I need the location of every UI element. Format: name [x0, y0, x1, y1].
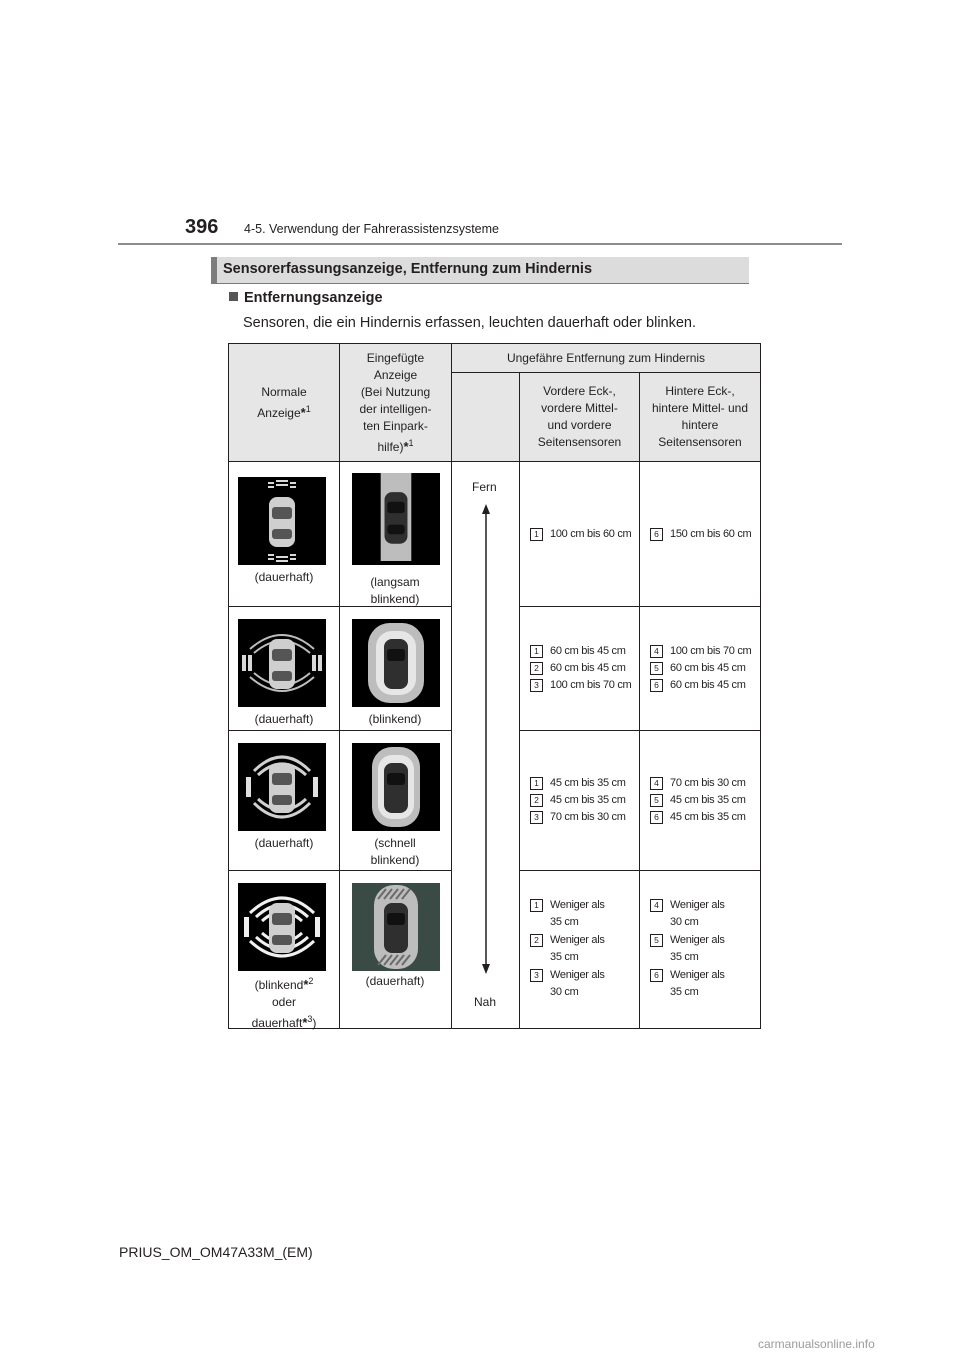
inserted-display-cell [340, 871, 452, 1029]
inserted-display-cell [340, 731, 452, 871]
sensor-number-badge: 2 [530, 794, 543, 807]
inserted-caption: (langsam blinkend) [370, 575, 420, 606]
sensor-number-badge: 4 [650, 899, 663, 912]
watermark: carmanualsonline.info [758, 1337, 875, 1351]
sub-heading [229, 290, 383, 306]
sensor-number-badge: 1 [530, 777, 543, 790]
sensor-number-badge: 3 [530, 679, 543, 692]
sensor-number-badge: 6 [650, 811, 663, 824]
sensor-number-badge: 3 [530, 969, 543, 982]
table-row [229, 462, 761, 607]
sensor-display-image [238, 743, 326, 831]
sensor-number-badge: 4 [650, 777, 663, 790]
distance-arrow-cell [452, 462, 520, 1029]
sensor-number-badge: 6 [650, 528, 663, 541]
header-rear-sensors: Hintere Eck-, hintere Mittel- und hintere Seitensensoren [640, 373, 761, 462]
rear-distance-cell: 4 70 cm bis 30 cm 5 45 cm bis 35 cm 6 45 cm bis 35 cm [640, 731, 761, 871]
inserted-display-image [352, 619, 440, 707]
page-number: 396 [185, 216, 219, 238]
header-rule [118, 243, 842, 245]
inserted-caption: (dauerhaft) [365, 974, 425, 988]
sensor-number-badge: 5 [650, 794, 663, 807]
section-heading-bar [211, 257, 749, 284]
sensor-number-badge: 6 [650, 969, 663, 982]
front-distance-cell: 1 45 cm bis 35 cm 2 45 cm bis 35 cm 3 70 cm bis 30 cm [520, 731, 640, 871]
chapter-title: 4-5. Verwendung der Fahrerassistenzsysteme [244, 222, 499, 236]
normal-display-cell [229, 462, 340, 607]
sensor-number-badge: 6 [650, 679, 663, 692]
sensor-number-badge: 1 [530, 899, 543, 912]
inserted-caption: (schnell blinkend) [370, 836, 420, 867]
front-distance-cell: 1 Weniger als 35 cm 2 Weniger als 35 cm 3 Weniger als 30 cm [520, 871, 640, 1029]
rear-distance-cell: 4 100 cm bis 70 cm 5 60 cm bis 45 cm 6 60 cm bis 45 cm [640, 607, 761, 731]
sensor-number-badge: 5 [650, 662, 663, 675]
near-label: Nah [474, 995, 497, 1009]
sensor-number-badge: 2 [530, 662, 543, 675]
sensor-display-image [238, 619, 326, 707]
inserted-display-cell [340, 607, 452, 731]
sensor-number-badge: 3 [530, 811, 543, 824]
inserted-caption: (blinkend) [368, 712, 422, 726]
section-accent [211, 257, 217, 283]
inserted-display-image [352, 743, 440, 831]
normal-caption: (dauerhaft) [254, 570, 314, 584]
sensor-display-image [238, 477, 326, 565]
distance-table [228, 343, 761, 1029]
sensor-number-badge: 5 [650, 934, 663, 947]
description: Sensoren, die ein Hindernis erfassen, leuchten dauerhaft oder blinken. [243, 315, 697, 331]
header-approx-distance: Ungefähre Entfernung zum Hindernis [452, 344, 761, 373]
sub-heading-text: Entfernungsanzeige [244, 290, 383, 306]
normal-caption: (dauerhaft) [254, 712, 314, 726]
section-title: Sensorerfassungsanzeige, Entfernung zum Hindernis [223, 261, 593, 277]
front-distance-cell: 1 100 cm bis 60 cm [520, 462, 640, 607]
sensor-number-badge: 1 [530, 645, 543, 658]
normal-display-cell [229, 871, 340, 1029]
rear-distance-cell: 6 150 cm bis 60 cm [640, 462, 761, 607]
normal-display-cell [229, 731, 340, 871]
inserted-display-image [352, 473, 440, 565]
normal-caption: (dauerhaft) [254, 836, 314, 850]
normal-display-cell [229, 607, 340, 731]
sensor-display-image [238, 883, 326, 971]
square-bullet-icon [229, 292, 238, 301]
document-footer: PRIUS_OM_OM47A33M_(EM) [119, 1244, 313, 1260]
header-front-sensors: Vordere Eck-, vordere Mittel- und vordere Seitensensoren [520, 373, 640, 462]
front-distance-cell: 1 60 cm bis 45 cm 2 60 cm bis 45 cm 3 100 cm bis 70 cm [520, 607, 640, 731]
sensor-number-badge: 4 [650, 645, 663, 658]
distance-arrow-icon [478, 504, 494, 974]
rear-distance-cell: 4 Weniger als 30 cm 5 Weniger als 35 cm 6 Weniger als 35 cm [640, 871, 761, 1029]
sensor-number-badge: 1 [530, 528, 543, 541]
inserted-display-cell [340, 462, 452, 607]
header-normal-display: Normale Anzeige*$^1$ [229, 344, 340, 462]
inserted-display-image [352, 883, 440, 971]
far-label: Fern [472, 480, 497, 494]
normal-caption: (blinkend*$^2$ oder dauerhaft*$^3$) [251, 976, 317, 1030]
sensor-number-badge: 2 [530, 934, 543, 947]
header-inserted-display: Eingefügte Anzeige (Bei Nutzung der intelligen- ten Einpark- hilfe)*$^1$ [340, 344, 452, 462]
